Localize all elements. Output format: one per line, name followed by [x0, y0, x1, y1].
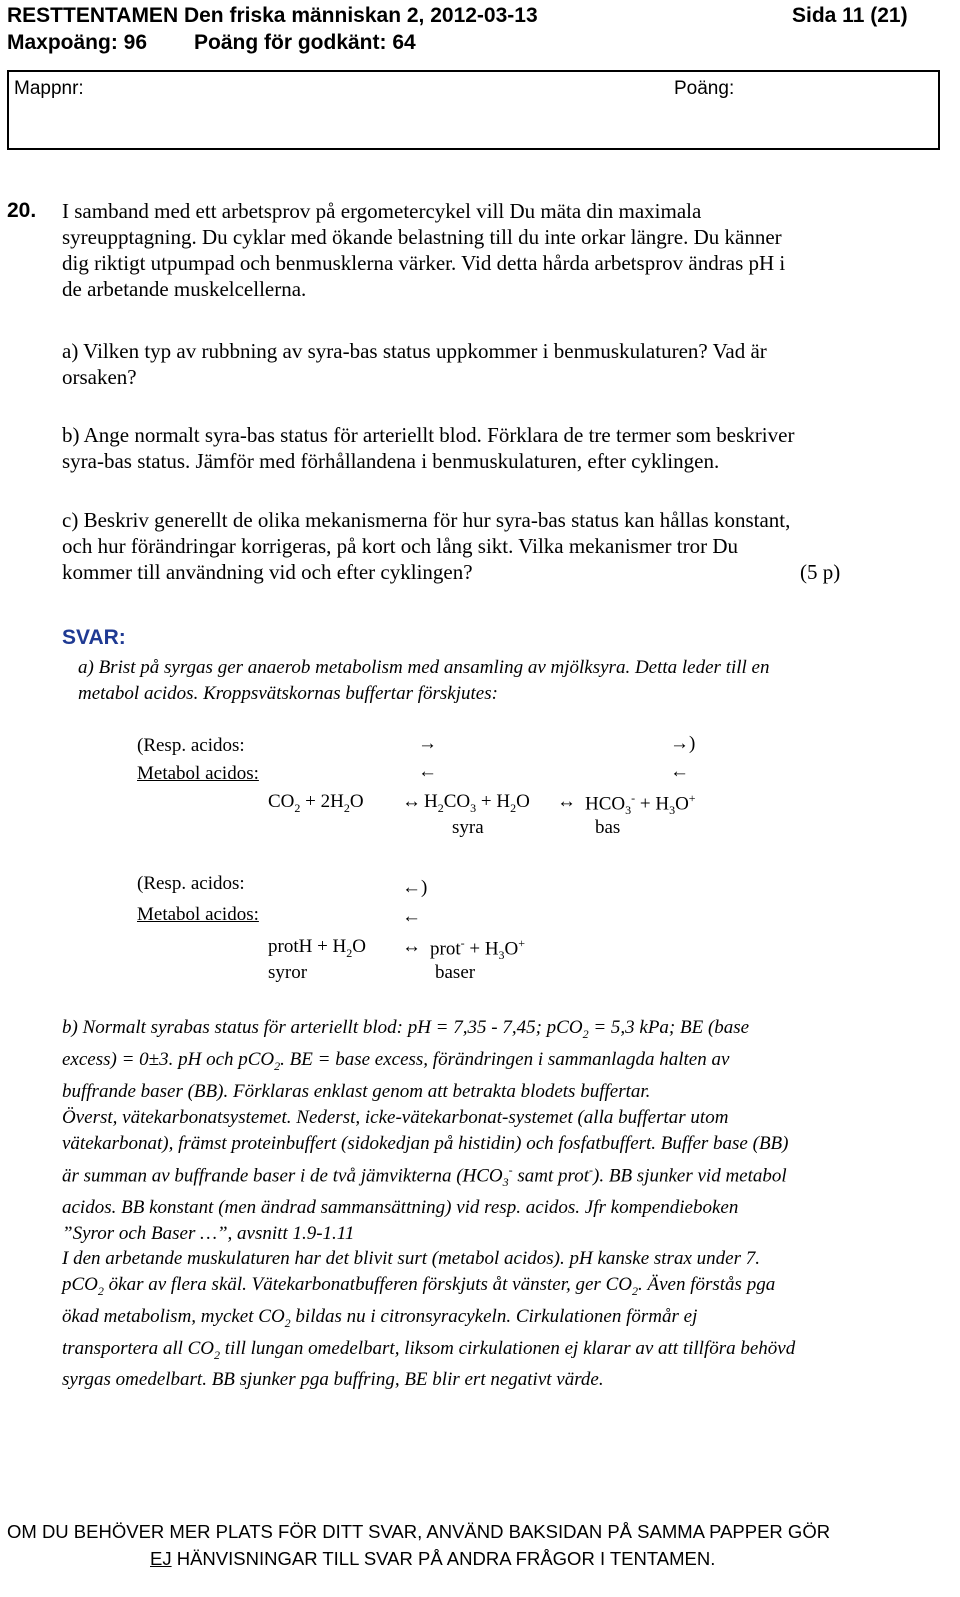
- max-points: Maxpoäng: 96: [7, 31, 148, 54]
- folder-number-label: Mappnr:: [14, 78, 84, 99]
- metabolic-acidosis-label-1: Metabol acidos:: [137, 763, 259, 784]
- resp-acidosis-label-1: (Resp. acidos:: [137, 735, 245, 756]
- answer-b: b) Normalt syrabas status för arteriellt blod: pH = 7,35 - 7,45; pCO$_2$ = 5,3 kPa; BE (base excess) = 0±3. pH och pCO$_2$. BE = base excess, förändringen i sammanlagda halten av buffrande baser (BB). Förklaras enklast genom att betrakta blodets buffertar. Överst, vätekarbonatsystemet. Nederst, icke-vätekarbonat-systemet (alla buffertar utom vätekarbonat), främst proteinbuffert (sidokedjan på histidin) och fosfatbuffert. Buffer base (BB) är summan av buffrande baser i de två jämvikterna ($HCO_3^-$ samt prot-). BB sjunker vid metabol acidos. BB konstant (men ändrad sammansättning) vid resp. acidos. Jfr kompendieboken ”Syror och Baser …”, avsnitt 1.9-1.11: [62, 1017, 789, 1244]
- page-number: Sida 11 (21): [792, 4, 908, 27]
- question-number: 20.: [7, 199, 37, 222]
- resp-acidosis-label-2: (Resp. acidos:: [137, 873, 245, 894]
- footer-notice-line-2: EJ HÄNVISNINGAR TILL SVAR PÅ ANDRA FRÅGOR I TENTAMEN.: [150, 1548, 716, 1569]
- equation-bicarbonate: $CO_2 + 2H_2O$: [268, 791, 364, 815]
- answer-c: I den arbetande muskulaturen har det blivit surt (metabol acidos). pH kanske strax under 7. pCO$_2$ ökar av flera skäl. Vätekarbonatbufferen förskjuts åt vänster, ger $CO_2$. Även förstås pga ökad metabolism, mycket $CO_2$ bildas nu i citronsyracykeln. Cirkulationen förmår ej transportera all $CO_2$ till lungan omedelbart, liksom cirkulationen ej klarar av att tillföra behövd syrgas omedelbart. BB sjunker pga buffring, BE blir ert negativt värde.: [62, 1248, 796, 1391]
- left-arrow-icon: ←: [670, 761, 689, 782]
- subquestion-a: a) Vilken typ av rubbning av syra-bas status uppkommer i benmuskulaturen? Vad är orsaken?: [62, 339, 767, 389]
- subquestion-b: b) Ange normalt syra-bas status för arteriellt blod. Förklara de tre termer som beskriver syra-bas status. Jämför med förhållandena i benmuskulaturen, efter cyklingen.: [62, 423, 795, 473]
- score-label: Poäng:: [674, 78, 735, 99]
- left-arrow-close: ←): [402, 877, 428, 898]
- bases-label: baser: [435, 962, 476, 983]
- pass-points: Poäng för godkänt: 64: [194, 31, 416, 54]
- metabolic-acidosis-label-2: Metabol acidos:: [137, 904, 259, 925]
- footer-notice-line-1: OM DU BEHÖVER MER PLATS FÖR DITT SVAR, ANVÄND BAKSIDAN PÅ SAMMA PAPPER GÖR: [7, 1521, 831, 1542]
- carbonic-acid: $H_2CO_3 + H_2O$: [424, 791, 530, 815]
- bicarbonate-products: $HCO_3^- + H_3O^+$: [585, 791, 696, 818]
- folder-score-box: [7, 70, 940, 150]
- protein-products: prot- + $H_3O^+$: [430, 936, 526, 963]
- exam-title: RESTTENTAMEN Den friska människan 2, 2012-03-13: [7, 4, 538, 27]
- right-arrow-icon: →: [418, 733, 437, 754]
- base-label: bas: [595, 817, 621, 838]
- double-arrow-icon: ↔: [402, 936, 421, 957]
- answer-heading: SVAR:: [62, 626, 126, 649]
- question-intro: I samband med ett arbetsprov på ergometercykel vill Du mäta din maximala syreupptagning. Du cyklar med ökande belastning till du inte orkar längre. Du känner dig riktigt utpumpad och benmusklerna värker. Vid detta hårda arbetsprov ändras pH i de arbetande muskelcellerna.: [62, 199, 786, 301]
- question-points: (5 p): [800, 560, 841, 584]
- right-arrow-close: →): [670, 733, 696, 754]
- double-arrow-icon: ↔: [557, 791, 576, 812]
- protein-acid: protH + $H_2O$: [268, 936, 366, 960]
- subquestion-c: c) Beskriv generellt de olika mekanismerna för hur syra-bas status kan hållas konstant, och hur förändringar korrigeras, på kort och lång sikt. Vilka mekanismer tror Du kommer till användning vid och efter cyklingen?: [62, 508, 791, 584]
- acids-label: syror: [268, 962, 308, 983]
- left-arrow-icon: ←: [402, 906, 421, 927]
- acid-label: syra: [452, 817, 484, 838]
- answer-a: a) Brist på syrgas ger anaerob metabolism med ansamling av mjölksyra. Detta leder till en metabol acidos. Kroppsvätskornas buffertar förskjutes:: [78, 657, 770, 704]
- double-arrow-icon: ↔: [402, 791, 421, 812]
- left-arrow-icon: ←: [418, 761, 437, 782]
